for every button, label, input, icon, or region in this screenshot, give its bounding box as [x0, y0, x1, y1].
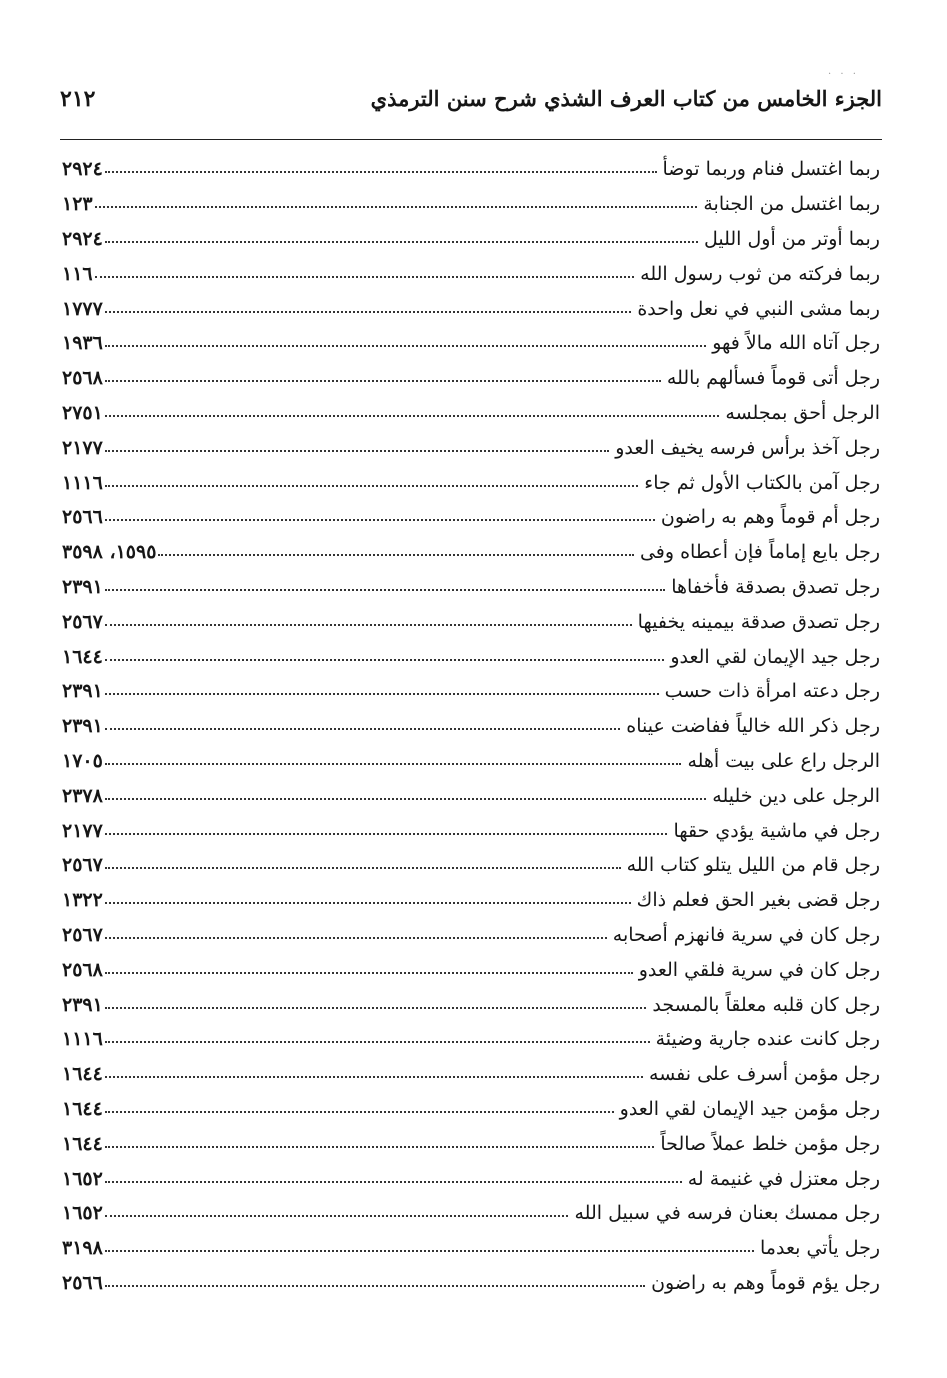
index-entry	[62, 1196, 880, 1231]
entry-reference-number: ٢٥٦٧	[62, 854, 103, 877]
entry-reference-number: ٢١٧٧	[62, 436, 103, 459]
index-entry	[62, 326, 880, 361]
entry-text: رجل تصدق بصدقة فأخفاها	[671, 575, 880, 598]
entry-reference-number: ٢٣٩١	[62, 715, 103, 738]
index-entry	[62, 465, 880, 500]
entry-text: رجل يؤم قوماً وهم به راضون	[651, 1271, 880, 1294]
entry-reference-number: ١٢٣	[62, 193, 93, 216]
entry-text: رجل كان في سرية فلقي العدو	[638, 958, 880, 981]
dot-leader	[105, 1007, 647, 1009]
entry-text: ربما اغتسل من الجنابة	[703, 193, 880, 216]
dot-leader	[105, 589, 665, 591]
dot-leader	[105, 1041, 650, 1043]
index-entry	[62, 1231, 880, 1266]
entry-text: رجل آمن بالكتاب الأول ثم جاء	[644, 471, 880, 494]
dot-leader	[105, 1215, 569, 1217]
entry-reference-number: ١٧٧٧	[62, 297, 103, 320]
entry-reference-number: ٢٩٢٤	[62, 227, 103, 250]
index-entry	[62, 500, 880, 535]
entry-text: رجل يأتي بعدما	[760, 1237, 880, 1260]
dot-leader	[105, 1250, 754, 1252]
entry-reference-number: ٢٥٦٧	[62, 610, 103, 633]
index-entry	[62, 222, 880, 257]
page-number: ٢١٢	[60, 86, 96, 112]
dot-leader	[105, 728, 620, 730]
index-entry	[62, 639, 880, 674]
index-entry	[62, 1266, 880, 1301]
dot-leader	[105, 1181, 682, 1183]
entry-reference-number: ١٦٤٤	[62, 1097, 103, 1120]
entry-text: رجل مؤمن جيد الإيمان لقي العدو	[619, 1097, 880, 1120]
index-entries	[62, 152, 880, 1300]
entry-text: رجل جيد الإيمان لقي العدو	[670, 645, 880, 668]
entry-text: ربما اغتسل فنام وربما توضأ	[662, 158, 880, 181]
entry-reference-number: ٢١٧٧	[62, 819, 103, 842]
entry-text: الرجل أحق بمجلسه	[725, 401, 880, 424]
index-entry	[62, 674, 880, 709]
index-entry	[62, 256, 880, 291]
dot-leader	[105, 798, 706, 800]
entry-reference-number: ١٧٠٥	[62, 749, 103, 772]
entry-reference-number: ٢٥٦٨	[62, 367, 103, 390]
entry-text: ربما أوتر من أول الليل	[703, 227, 880, 250]
index-entry	[62, 152, 880, 187]
entry-text: رجل في ماشية يؤدي حقها	[673, 819, 880, 842]
entry-text: ربما فركته من ثوب رسول الله	[640, 262, 880, 285]
entry-text: رجل ذكر الله خالياً ففاضت عيناه	[626, 715, 880, 738]
entry-reference-number: ٢٥٦٦	[62, 506, 103, 529]
index-entry	[62, 535, 880, 570]
index-entry	[62, 1022, 880, 1057]
dot-leader	[105, 902, 631, 904]
entry-reference-number: ١٦٤٤	[62, 1132, 103, 1155]
entry-text: ربما مشى النبي في نعل واحدة	[637, 297, 880, 320]
entry-text: رجل مؤمن أسرف على نفسه	[649, 1063, 880, 1086]
dot-leader	[105, 972, 633, 974]
entry-reference-number: ١٦٥٢	[62, 1202, 103, 1225]
dot-leader	[105, 171, 657, 173]
entry-text: رجل ممسك بعنان فرسه في سبيل الله	[574, 1202, 880, 1225]
dot-leader	[95, 276, 635, 278]
dot-leader	[105, 345, 706, 347]
entry-reference-number: ٢٣٩١	[62, 680, 103, 703]
entry-reference-number: ١١٦	[62, 262, 93, 285]
dot-leader	[105, 693, 659, 695]
entry-reference-number: ٢٣٩١	[62, 993, 103, 1016]
entry-reference-number: ٢٩٢٤	[62, 158, 103, 181]
dot-leader	[105, 450, 609, 452]
dot-leader	[95, 206, 698, 208]
entry-reference-number: ١٦٤٤	[62, 1063, 103, 1086]
entry-reference-number: ١٦٤٤	[62, 645, 103, 668]
entry-reference-number: ٢٧٥١	[62, 401, 103, 424]
entry-text: رجل أتى قوماً فسألهم بالله	[666, 367, 880, 390]
corner-marks: . . .	[828, 66, 859, 77]
dot-leader	[105, 1146, 655, 1148]
index-entry	[62, 430, 880, 465]
index-entry	[62, 918, 880, 953]
index-entry	[62, 952, 880, 987]
entry-reference-number: ١١١٦	[62, 471, 103, 494]
entry-text: الرجل على دين خليله	[712, 784, 880, 807]
dot-leader	[105, 380, 661, 382]
dot-leader	[105, 1285, 645, 1287]
entry-reference-number: ٣١٩٨	[62, 1237, 103, 1260]
index-entry	[62, 187, 880, 222]
index-entry	[62, 604, 880, 639]
dot-leader	[105, 1076, 643, 1078]
index-entry	[62, 848, 880, 883]
dot-leader	[105, 763, 682, 765]
dot-leader	[105, 311, 632, 313]
index-entry	[62, 1126, 880, 1161]
entry-text: رجل قام من الليل يتلو كتاب الله	[626, 854, 880, 877]
entry-text: رجل كانت عنده جارية وضيئة	[655, 1028, 880, 1051]
index-entry	[62, 396, 880, 431]
dot-leader	[105, 624, 632, 626]
index-entry	[62, 744, 880, 779]
page-header	[60, 84, 882, 124]
index-entry	[62, 1092, 880, 1127]
entry-text: رجل أم قوماً وهم به راضون	[660, 506, 880, 529]
dot-leader	[105, 519, 655, 521]
entry-text: رجل آتاه الله مالاً فهو	[712, 332, 880, 355]
dot-leader	[105, 937, 607, 939]
entry-reference-number: ١٩٣٦	[62, 332, 103, 355]
entry-reference-number: ١٥٩٥، ٣٥٩٨	[62, 541, 157, 564]
dot-leader	[105, 659, 665, 661]
index-entry	[62, 570, 880, 605]
index-entry	[62, 291, 880, 326]
running-title: الجزء الخامس من كتاب العرف الشذي شرح سنن الترمذي	[370, 86, 882, 111]
dot-leader	[105, 485, 638, 487]
index-entry	[62, 987, 880, 1022]
index-entry	[62, 709, 880, 744]
index-entry	[62, 813, 880, 848]
entry-text: رجل دعته امرأة ذات حسب	[664, 680, 880, 703]
index-entry	[62, 1161, 880, 1196]
entry-reference-number: ٢٣٧٨	[62, 784, 103, 807]
entry-text: رجل قضى بغير الحق فعلم ذاك	[636, 889, 880, 912]
entry-text: رجل كان في سرية فانهزم أصحابه	[612, 923, 880, 946]
header-rule	[60, 139, 882, 140]
entry-text: رجل تصدق صدقة بيمينه يخفيها	[637, 610, 880, 633]
entry-reference-number: ١٣٢٢	[62, 889, 103, 912]
entry-text: رجل بايع إماماً فإن أعطاه وفى	[639, 541, 880, 564]
entry-text: الرجل راع على بيت أهله	[687, 749, 880, 772]
index-entry	[62, 1057, 880, 1092]
entry-reference-number: ١١١٦	[62, 1028, 103, 1051]
dot-leader	[158, 554, 634, 556]
dot-leader	[105, 1111, 614, 1113]
index-entry	[62, 883, 880, 918]
index-entry	[62, 778, 880, 813]
dot-leader	[105, 867, 621, 869]
entry-reference-number: ٢٥٦٨	[62, 958, 103, 981]
entry-text: رجل معتزل في غنيمة له	[687, 1167, 880, 1190]
entry-text: رجل مؤمن خلط عملاً صالحاً	[660, 1132, 880, 1155]
entry-reference-number: ٢٥٦٦	[62, 1271, 103, 1294]
entry-reference-number: ٢٥٦٧	[62, 923, 103, 946]
dot-leader	[105, 415, 720, 417]
entry-text: رجل آخذ برأس فرسه يخيف العدو	[615, 436, 880, 459]
index-entry	[62, 361, 880, 396]
dot-leader	[105, 241, 698, 243]
entry-reference-number: ٢٣٩١	[62, 575, 103, 598]
entry-text: رجل كان قلبه معلقاً بالمسجد	[652, 993, 880, 1016]
entry-reference-number: ١٦٥٢	[62, 1167, 103, 1190]
dot-leader	[105, 833, 668, 835]
